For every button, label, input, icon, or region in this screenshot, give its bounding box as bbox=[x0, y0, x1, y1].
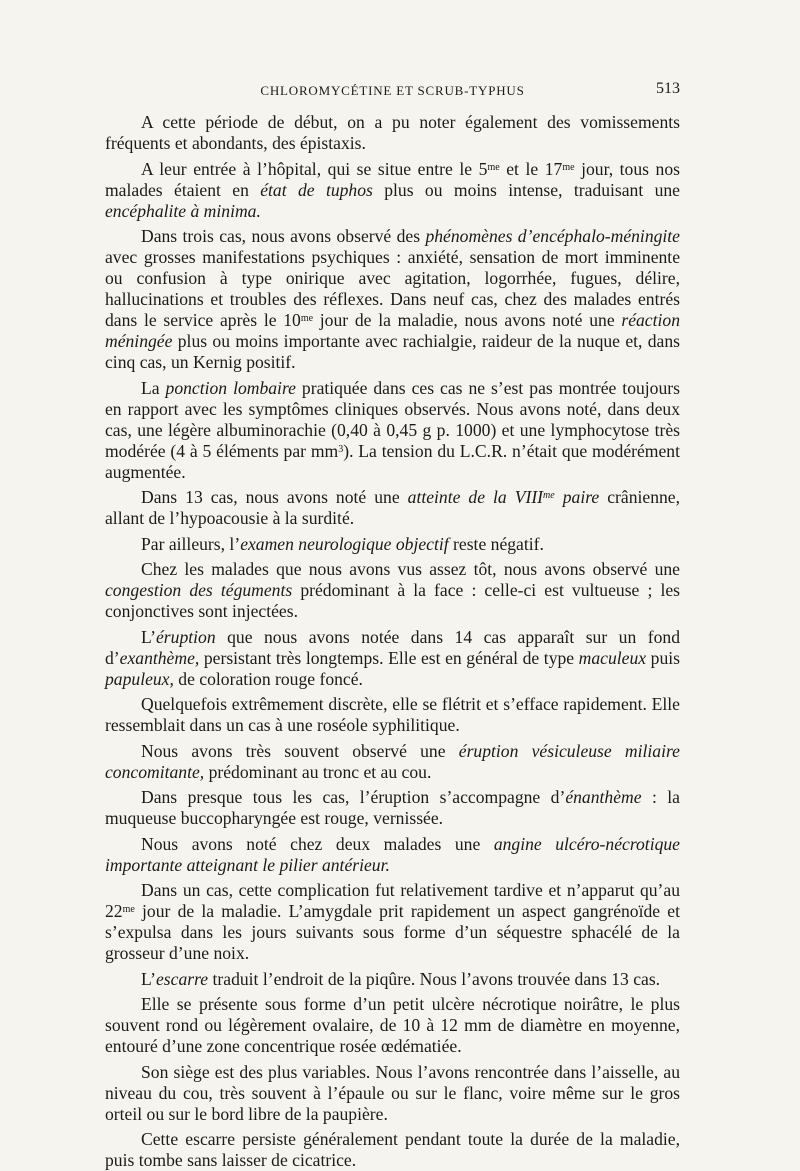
text-run: plus ou moins intense, traduisant une bbox=[372, 179, 680, 200]
italic-text: paire bbox=[554, 487, 600, 507]
italic-text: réaction méningée bbox=[105, 310, 680, 351]
text-run: Elle se présente sous forme d’un petit ulcère nécrotique noirâtre, le plus souvent rond ou légèrement ovalaire, de 10 à 12 mm de diamètre en moyenne, entouré d’une zone concentrique rosée œdématiée. bbox=[105, 994, 680, 1056]
italic-text: encéphalite à minima. bbox=[105, 200, 261, 221]
text-run: Quelquefois extrêmement discrète, elle se flétrit et s’efface rapidement. Elle ressemblait dans un cas à une roséole syphilitique. bbox=[105, 694, 680, 735]
paragraph bbox=[105, 159, 680, 222]
text-run: pratiquée dans ces cas ne s’est pas montrée toujours en rapport avec les symptômes cliniques observés. Nous avons noté, dans deux cas, une légère albuminorachie (0,40 à 0,45 g p. 1000) et une lymphocytose très modérée (4 à 5 éléments par mm bbox=[105, 377, 680, 461]
text-run: jour de la maladie. L’amygdale prit rapidement un aspect gangrénoïde et s’expulsa dans les jours suivants sous forme d’un séquestre sphacélé de la grosseur d’une noix. bbox=[105, 901, 680, 963]
paragraph bbox=[105, 1062, 680, 1125]
italic-text: éruption vésiculeuse miliaire concomitante, bbox=[105, 740, 680, 782]
paragraph bbox=[105, 694, 680, 736]
text-run: ). La tension du L.C.R. n’était que modérément augmentée. bbox=[105, 440, 680, 482]
paragraph bbox=[105, 994, 680, 1057]
text-run: crânienne, allant de l’hypoacousie à la surdité. bbox=[105, 487, 680, 528]
text-run: jour de la maladie, nous avons noté une bbox=[313, 310, 622, 330]
text-run: A leur entrée à l’hôpital, qui se situe entre le 5 bbox=[141, 158, 488, 179]
text-run: Son siège est des plus variables. Nous l’avons rencontrée dans l’aisselle, au niveau du cou, très souvent à l’épaule ou sur le flanc, voire même sur le gros orteil ou sur le bord libre de la paupière. bbox=[105, 1061, 680, 1124]
paragraph bbox=[105, 559, 680, 622]
paragraph bbox=[105, 378, 680, 483]
italic-text: ponction lombaire bbox=[165, 377, 296, 398]
text-run: Dans un cas, cette complication fut relativement tardive et n’apparut qu’au 22 bbox=[105, 880, 680, 921]
text-run: La bbox=[141, 377, 166, 398]
italic-text: énanthème bbox=[565, 787, 642, 807]
text-run: L’ bbox=[141, 968, 156, 989]
paragraph bbox=[105, 741, 680, 783]
superscript: 3 bbox=[338, 443, 344, 455]
text-run: L’ bbox=[141, 626, 156, 647]
paragraph bbox=[105, 112, 680, 154]
body-text bbox=[105, 112, 680, 1171]
superscript: me bbox=[543, 490, 555, 501]
italic-text: examen neurologique objectif bbox=[240, 533, 449, 554]
paragraph bbox=[105, 534, 680, 555]
page-header bbox=[105, 70, 680, 98]
superscript: me bbox=[122, 904, 135, 915]
italic-text: maculeux bbox=[578, 647, 647, 668]
italic-text: congestion des téguments bbox=[105, 580, 293, 600]
italic-text: angine ulcéro-nécrotique importante atteignant le pilier antérieur. bbox=[105, 833, 680, 875]
text-run: Nous avons noté chez deux malades une bbox=[141, 833, 494, 854]
italic-text: papuleux, bbox=[105, 668, 174, 689]
text-run: plus ou moins importante avec rachialgie, raideur de la nuque et, dans cinq cas, un Kernig positif. bbox=[105, 331, 680, 372]
document-page bbox=[105, 70, 680, 1171]
paragraph bbox=[105, 1129, 680, 1171]
superscript: me bbox=[562, 161, 575, 173]
text-run: Chez les malades que nous avons vus assez tôt, nous avons observé une bbox=[141, 559, 680, 579]
text-run: Nous avons très souvent observé une bbox=[141, 740, 459, 761]
text-run: A cette période de début, on a pu noter également des vomissements fréquents et abondants, des épistaxis. bbox=[105, 112, 680, 153]
text-run: que nous avons notée dans 14 cas apparaît sur un fond d’ bbox=[105, 626, 680, 668]
text-run: prédominant à la face : celle-ci est vultueuse ; les conjonctives sont injectées. bbox=[105, 580, 680, 621]
paragraph bbox=[105, 834, 680, 876]
paragraph bbox=[105, 969, 680, 990]
italic-text: phénomènes d’encéphalo-méningite bbox=[425, 226, 680, 246]
text-run: avec grosses manifestations psychiques : anxiété, sensation de mort imminente ou confusion à type onirique avec agitation, logorrhée, fugues, délire, hallucinations et troubles des réflexes. Dans neuf cas, chez des malades entrés dans le service après le 10 bbox=[105, 247, 680, 330]
text-run: jour, tous nos malades étaient en bbox=[105, 158, 680, 200]
italic-text: escarre bbox=[156, 968, 209, 989]
superscript: me bbox=[487, 161, 500, 173]
text-run: puis bbox=[646, 647, 680, 668]
text-run: Dans 13 cas, nous avons noté une bbox=[141, 487, 408, 507]
text-run: reste négatif. bbox=[448, 533, 544, 554]
paragraph bbox=[105, 226, 680, 373]
page-number: 513 bbox=[656, 80, 680, 97]
paragraph bbox=[105, 787, 680, 829]
italic-text: atteinte de la VIII bbox=[407, 487, 544, 507]
text-run: persistant très longtemps. Elle est en général de type bbox=[199, 647, 579, 668]
italic-text: état de tuphos bbox=[260, 179, 373, 200]
text-run: prédominant au tronc et au cou. bbox=[204, 761, 432, 782]
text-run: Dans trois cas, nous avons observé des bbox=[141, 226, 426, 246]
text-run: Par ailleurs, l’ bbox=[141, 533, 241, 554]
paragraph bbox=[105, 880, 680, 964]
italic-text: exanthème, bbox=[119, 647, 200, 668]
italic-text: éruption bbox=[156, 626, 216, 647]
text-run: Cette escarre persiste généralement pendant toute la durée de la maladie, puis tombe sans laisser de cicatrice. bbox=[105, 1129, 680, 1170]
text-run: : la muqueuse buccopharyngée est rouge, vernissée. bbox=[105, 787, 680, 828]
text-run: traduit l’endroit de la piqûre. Nous l’avons trouvée dans 13 cas. bbox=[208, 968, 661, 989]
running-title: CHLOROMYCÉTINE ET SCRUB-TYPHUS bbox=[260, 83, 525, 98]
text-run: et le 17 bbox=[499, 158, 563, 179]
paragraph bbox=[105, 487, 680, 529]
paragraph bbox=[105, 627, 680, 690]
text-run: Dans presque tous les cas, l’éruption s’accompagne d’ bbox=[141, 787, 566, 807]
superscript: me bbox=[300, 313, 314, 324]
text-run: de coloration rouge foncé. bbox=[173, 668, 363, 689]
